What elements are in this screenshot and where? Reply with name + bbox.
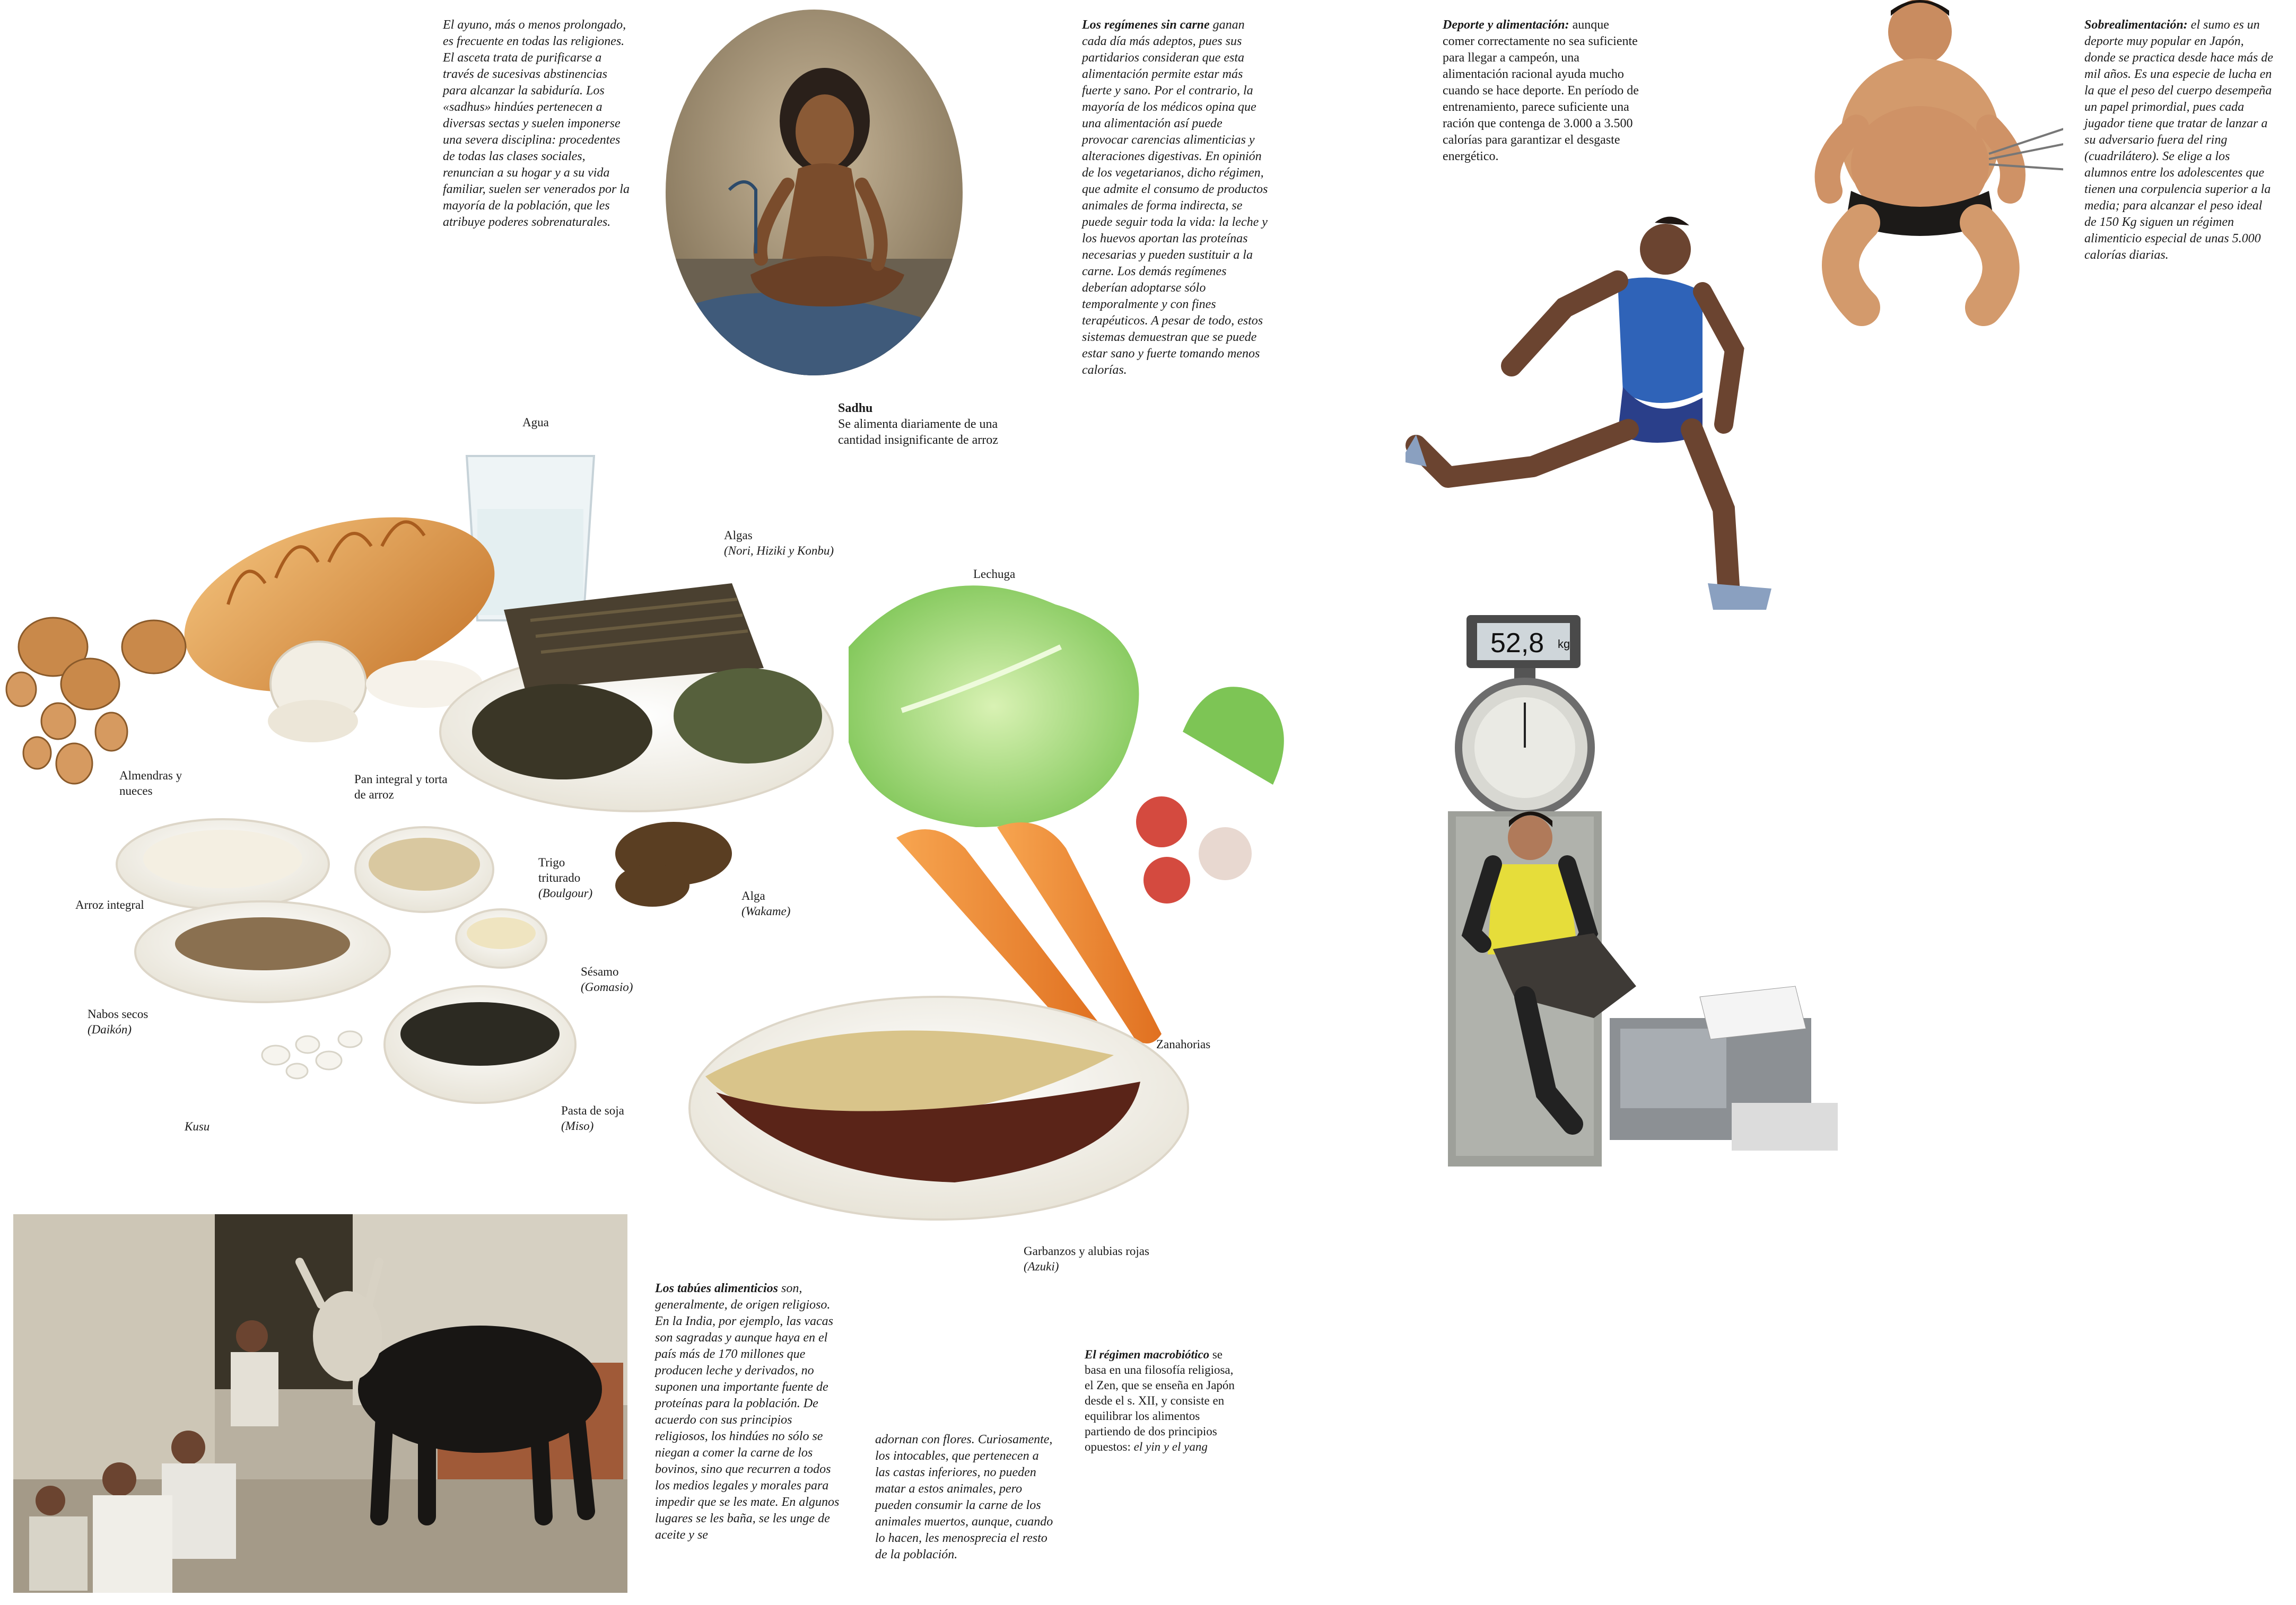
ayuno-paragraph xyxy=(443,17,631,231)
deporte-text: aunque comer correctamente no sea suficiente para llegar a campeón, una alimentación racional ayuda mucho cuando se hace deporte. En período de entrenamiento, parece suficiente una ración que contenga de 3.000 a 3.500 calorías para garantizar el desgaste energético. xyxy=(1443,18,1639,163)
label-algas-sub: (Nori, Hiziki y Konbu) xyxy=(724,544,834,557)
almonds-and-nuts xyxy=(6,618,186,784)
kusu-pieces xyxy=(262,1031,362,1078)
lettuce xyxy=(849,585,1139,827)
cow-photo xyxy=(13,1214,627,1593)
sobrealimentacion-title: Sobrealimentación: xyxy=(2084,18,2188,32)
macrobiotico-paragraph xyxy=(1085,1347,1244,1454)
label-trigo-sub: (Boulgour) xyxy=(538,887,593,900)
sadhu-caption-text: Se alimenta diariamente de una cantidad insignificante de arroz xyxy=(838,417,998,447)
sobrealimentacion-paragraph xyxy=(2084,17,2275,264)
label-algas-text: Algas xyxy=(724,529,753,542)
label-pasta-text: Pasta de soja xyxy=(561,1104,624,1117)
label-agua-text: Agua xyxy=(522,416,549,429)
tabues-text-2: adornan con flores. Curiosamente, los intocables, que pertenecen a las castas inferiores, no pueden matar a estos animales, pero pueden consumir la carne de los animales muertos, aunque, cuando lo hacen, les menosprecia el resto de la población. xyxy=(875,1433,1053,1562)
label-lechuga-text: Lechuga xyxy=(973,567,1016,581)
tabues-text-1: son, generalmente, de origen religioso. En la India, por ejemplo, las vacas son sagradas y aunque haya en el país más de 170 millones que producen leche y derivados, no suponen una importante fuente de proteínas para la población. De acuerdo con sus principios religiosos, los hindúes no sólo se niegan a comer la carne de los bovinos, sino que recurren a todos los medios legales y morales para impedir que se les mate. En algunos lugares se les baña, se les unge de aceite y se xyxy=(655,1282,840,1542)
sadhu-title: Sadhu xyxy=(838,401,873,415)
wakame-cluster xyxy=(615,822,732,907)
miso-bowl xyxy=(385,986,575,1103)
label-garbanzos-sub: (Azuki) xyxy=(1024,1260,1059,1273)
bulgur-bowl xyxy=(355,827,493,912)
scale-unit: kg xyxy=(1558,637,1570,651)
runner-photo xyxy=(1405,212,1809,626)
macrobiotico-text-italic: el yin y el yang xyxy=(1133,1440,1208,1453)
sesame-bowl xyxy=(456,909,546,968)
macrobiotico-title: El régimen macrobiótico xyxy=(1085,1348,1210,1361)
deporte-title: Deporte y alimentación: xyxy=(1443,18,1569,32)
tabues-paragraph-2 xyxy=(875,1432,1055,1563)
jockey-photo xyxy=(1435,615,1843,1167)
label-pan-text: Pan integral y torta de arroz xyxy=(354,773,448,801)
label-trigo-text: Trigo triturado xyxy=(538,856,581,884)
label-sesamo-text: Sésamo xyxy=(581,965,619,978)
regimenes-title: Los regímenes sin carne xyxy=(1082,18,1210,32)
daikon-plate xyxy=(135,901,390,1002)
sumo-photo xyxy=(1787,0,2063,329)
ayuno-text: El ayuno, más o menos prolongado, es frecuente en todas las religiones. El asceta trata de purificarse a través de sucesivas abstinencias para alcanzar la sabiduría. Los «sadhus» hindúes pertenecen a diversas sectas y suelen imponerse una severa disciplina: procedentes de todas las clases sociales, renuncian a su hogar y a su vida familiar, suelen ser venerados por la mayoría de la población, que les atribuye poderes sobrenaturales. xyxy=(443,18,630,229)
tabues-title: Los tabúes alimenticios xyxy=(655,1282,779,1295)
macrobiotico-text: se basa en una filosofía religiosa, el Zen, que se enseña en Japón desde el s. XII, y consiste en equilibrar los alimentos partiendo de dos principios opuestos: xyxy=(1085,1348,1235,1453)
label-almendras-text: Almendras y nueces xyxy=(119,769,182,797)
label-arroz-text: Arroz integral xyxy=(75,898,144,911)
scale-reading: 52,8 xyxy=(1490,628,1544,659)
tabues-paragraph-1 xyxy=(655,1281,846,1543)
regimenes-text: ganan cada día más adeptos, pues sus partidarios consideran que esta alimentación permite estar más fuerte y sano. Por el contrario, la mayoría de los médicos opina que una alimentación así puede provocar carencias alimenticias y alteraciones digestivas. En opinión de los vegetarianos, dicho régimen, que admite el consumo de productos animales de forma indirecta, se puede seguir toda la vida: la leche y los huevos aportan las proteínas necesarias y pueden sustituir a la carne. Los demás regímenes deberían adoptarse sólo temporalmente y con fines terapéuticos. A pesar de todo, estos sistemas demuestran que se puede estar sano y fuerte tomando menos calorías. xyxy=(1082,18,1268,377)
label-agua xyxy=(522,415,549,430)
label-kusu-text: Kusu xyxy=(185,1120,210,1133)
label-nabos-sub: (Daikón) xyxy=(88,1023,132,1036)
label-zanahorias-text: Zanahorias xyxy=(1156,1038,1211,1051)
regimenes-paragraph xyxy=(1082,17,1270,379)
deporte-paragraph xyxy=(1443,17,1639,165)
label-alga-text: Alga xyxy=(741,889,765,902)
label-sesamo-sub: (Gomasio) xyxy=(581,980,633,994)
label-pasta-sub: (Miso) xyxy=(561,1119,594,1133)
label-nabos-text: Nabos secos xyxy=(88,1007,149,1021)
radishes xyxy=(1136,687,1284,904)
rice-plate xyxy=(117,819,329,909)
food-illustration xyxy=(0,445,1337,1251)
sobrealimentacion-text: el sumo es un deporte muy popular en Japón, donde se practica desde hace más de mil años. Es una especie de lucha en la que el peso del cuerpo desempeña un papel primordial, pues cada jugador tiene que tratar de lanzar a su adversario fuera del ring (cuadrilátero). Se elige a los alumnos entre los adolescentes que tienen una corpulencia superior a la media; para alcanzar el peso ideal de 150 Kg siguen un régimen alimenticio especial de unas 5.000 calorías diarias. xyxy=(2084,18,2273,262)
label-alga-sub: (Wakame) xyxy=(741,905,791,918)
sadhu-photo xyxy=(666,10,963,375)
sadhu-caption xyxy=(838,400,1018,448)
label-garbanzos-text: Garbanzos y alubias rojas xyxy=(1024,1244,1149,1258)
chickpeas-beans-plate xyxy=(689,997,1188,1220)
